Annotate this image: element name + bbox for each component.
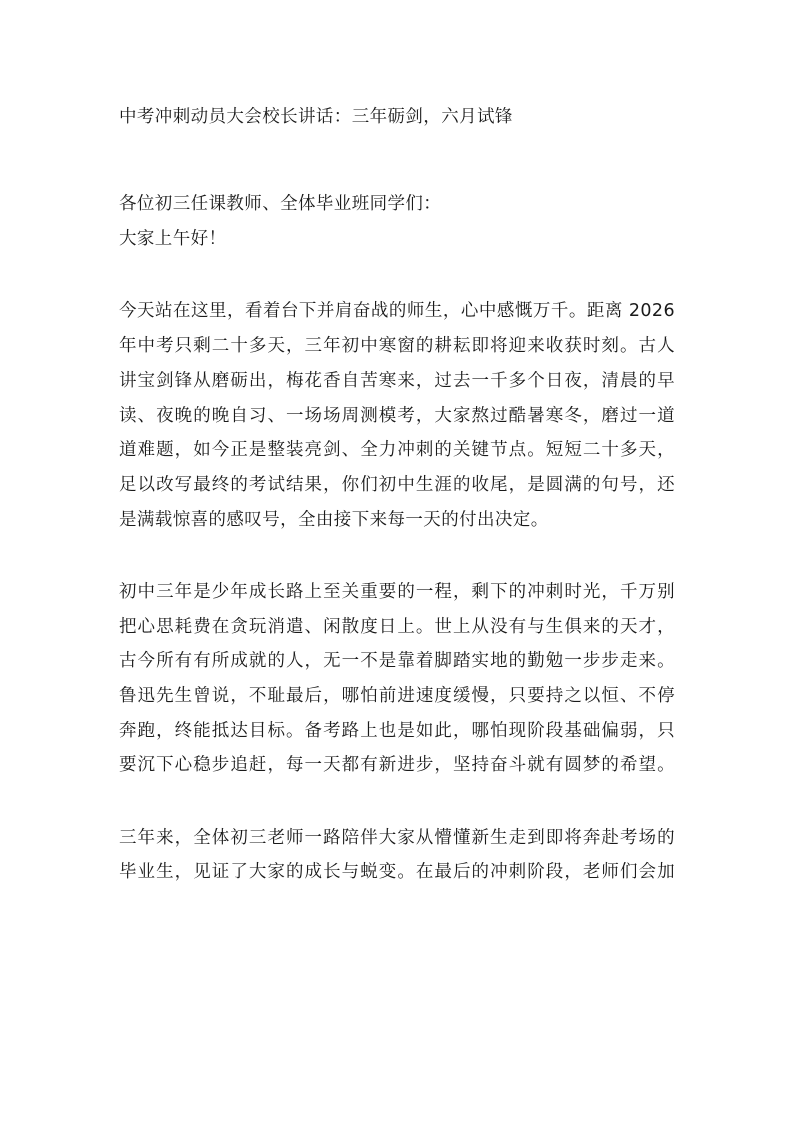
paragraph-line: 足以改写最终的考试结果，你们初中生涯的收尾，是圆满的句号，还 — [119, 474, 675, 495]
paragraph-line: 三年来，全体初三老师一路陪伴大家从懵懂新生走到即将奔赴考场的 — [119, 827, 675, 848]
document-body — [119, 100, 675, 890]
greeting: 大家上午好！ — [119, 229, 227, 250]
paragraph-line: 要沉下心稳步追赶，每一天都有新进步，坚持奋斗就有圆梦的希望。 — [119, 755, 675, 776]
paragraph-1 — [119, 294, 675, 537]
paragraph-line: 初中三年是少年成长路上至关重要的一程，剩下的冲刺时光，千万别 — [119, 581, 675, 602]
paragraph-line: 古今所有有所成就的人，无一不是靠着脚踏实地的勤勉一步步走来。 — [119, 651, 675, 672]
paragraph-line: 讲宝剑锋从磨砺出，梅花香自苦寒来，过去一千多个日夜，清晨的早 — [119, 370, 675, 391]
paragraph-line: 毕业生，见证了大家的成长与蜕变。在最后的冲刺阶段，老师们会加 — [119, 862, 675, 883]
blank-line — [119, 783, 675, 818]
salutation: 各位初三任课教师、全体毕业班同学们： — [119, 194, 442, 215]
paragraph-line: 奔跑，终能抵达目标。备考路上也是如此，哪怕现阶段基础偏弱，只 — [119, 720, 675, 741]
blank-line — [119, 135, 675, 170]
paragraph-line: 是满载惊喜的感叹号，全由接下来每一天的付出决定。 — [119, 509, 549, 530]
paragraph-2 — [119, 575, 675, 783]
blank-line — [119, 537, 675, 572]
paragraph-line: 鲁迅先生曾说，不耻最后，哪怕前进速度缓慢，只要持之以恒、不停 — [119, 686, 675, 706]
paragraph-line: 把心思耗费在贪玩消遣、闲散度日上。世上从没有与生俱来的天才， — [119, 616, 675, 637]
paragraph-line: 道难题，如今正是整装亮剑、全力冲刺的关键节点。短短二十多天， — [119, 440, 675, 461]
paragraph-line: 读、夜晚的晚自习、一场场周测模考，大家熬过酷暑寒冬，磨过一道 — [119, 405, 675, 426]
paragraph-line: 年中考只剩二十多天，三年初中寒窗的耕耘即将迎来收获时刻。古人 — [119, 336, 675, 357]
blank-line — [119, 257, 675, 292]
document-title: 中考冲刺动员大会校长讲话：三年砺剑，六月试锋 — [119, 107, 513, 127]
paragraph-3 — [119, 821, 675, 890]
paragraph-line: 今天站在这里，看着台下并肩奋战的师生，心中感慨万千。距离 2026 — [119, 301, 675, 322]
